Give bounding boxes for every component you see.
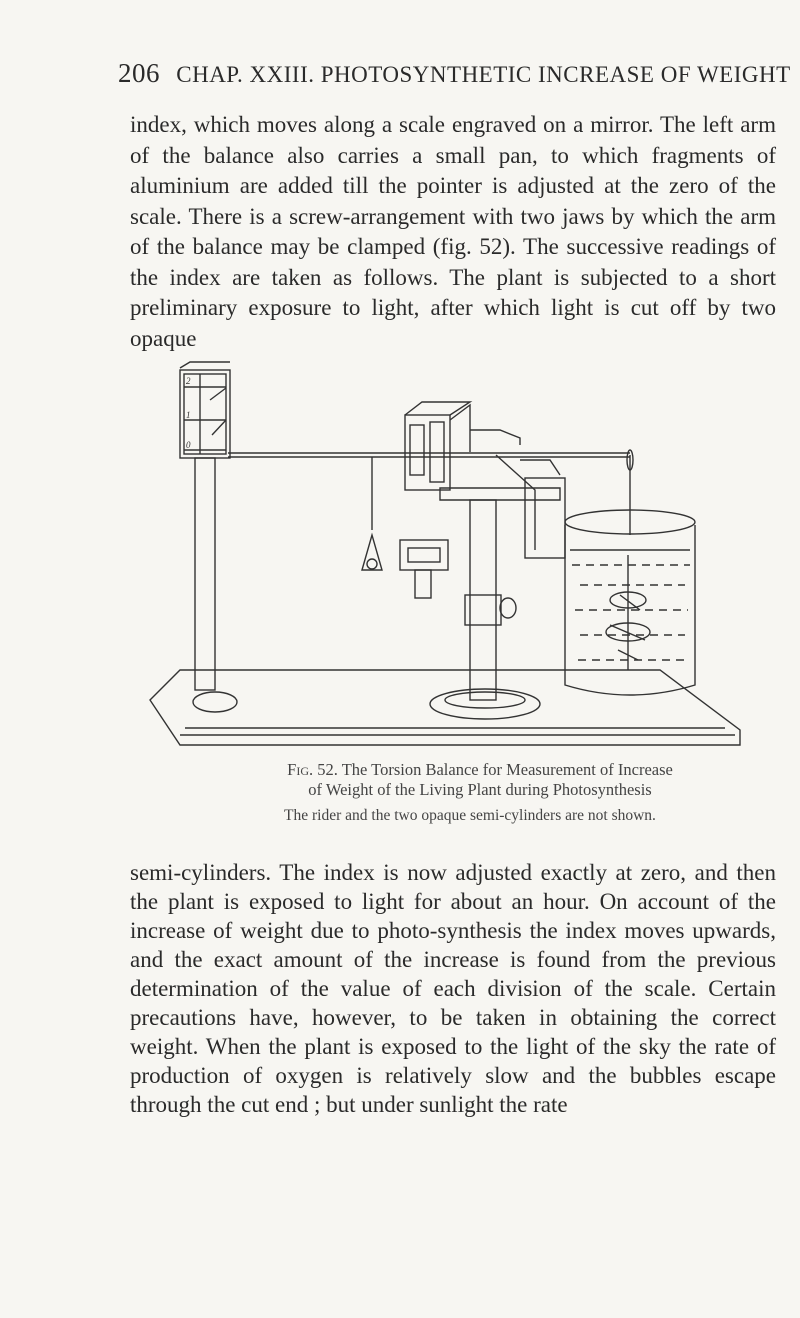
figure-torsion-balance xyxy=(140,360,765,760)
paragraph-2: semi-cylinders. The index is now adjusted exactly at zero, and then the plant is exposed to light for about an hour. On account of the increase of weight due to photo-synthesis the index moves upwards, and the exact amount of the increase is found from the previous determination of the value of each division of the scale. Certain precautions have, however, to be taken in obtaining the correct weight. When the plant is exposed to the light of the sky the rate of production of oxygen is relatively slow and the bubbles escape through the cut end ; but under sunlight the rate xyxy=(130,860,776,1117)
scale-mark-1: 1 xyxy=(186,410,191,420)
figure-title-line-1: The Torsion Balance for Measurement of Increase xyxy=(341,760,673,779)
figure-label: Fig. 52. xyxy=(287,760,338,779)
plant xyxy=(610,555,645,670)
scale-mark-2: 2 xyxy=(186,376,191,386)
base-platform xyxy=(150,670,740,745)
paragraph-1: index, which moves along a scale engraved on a mirror. The left arm of the balance also carries a small pan, to which fragments of aluminium are added till the pointer is adjusted at the zero of the scale. There is a screw-arrangement with two jaws by which the arm of the balance may be clamped (fig. 52). The successive readings of the index are taken as follows. The plant is subjected to a short preliminary exposure to light, after which light is cut off by two opaque xyxy=(130,112,776,351)
figure-note: The rider and the two opaque semi-cylinders are not shown. xyxy=(284,807,656,824)
torsion-balance-illustration xyxy=(140,360,765,760)
figure-title-line-2: of Weight of the Living Plant during Photosynthesis xyxy=(308,780,652,799)
housing-box xyxy=(400,540,448,570)
scale-mark-0: 0 xyxy=(186,440,191,450)
page-number: 206 xyxy=(118,58,160,88)
scale-stand xyxy=(195,458,215,690)
left-pan xyxy=(362,535,382,570)
running-header xyxy=(118,58,791,89)
figure-caption-line-1 xyxy=(190,760,770,780)
running-title: CHAP. XXIII. PHOTOSYNTHETIC INCREASE OF WEIGHT xyxy=(176,62,791,87)
